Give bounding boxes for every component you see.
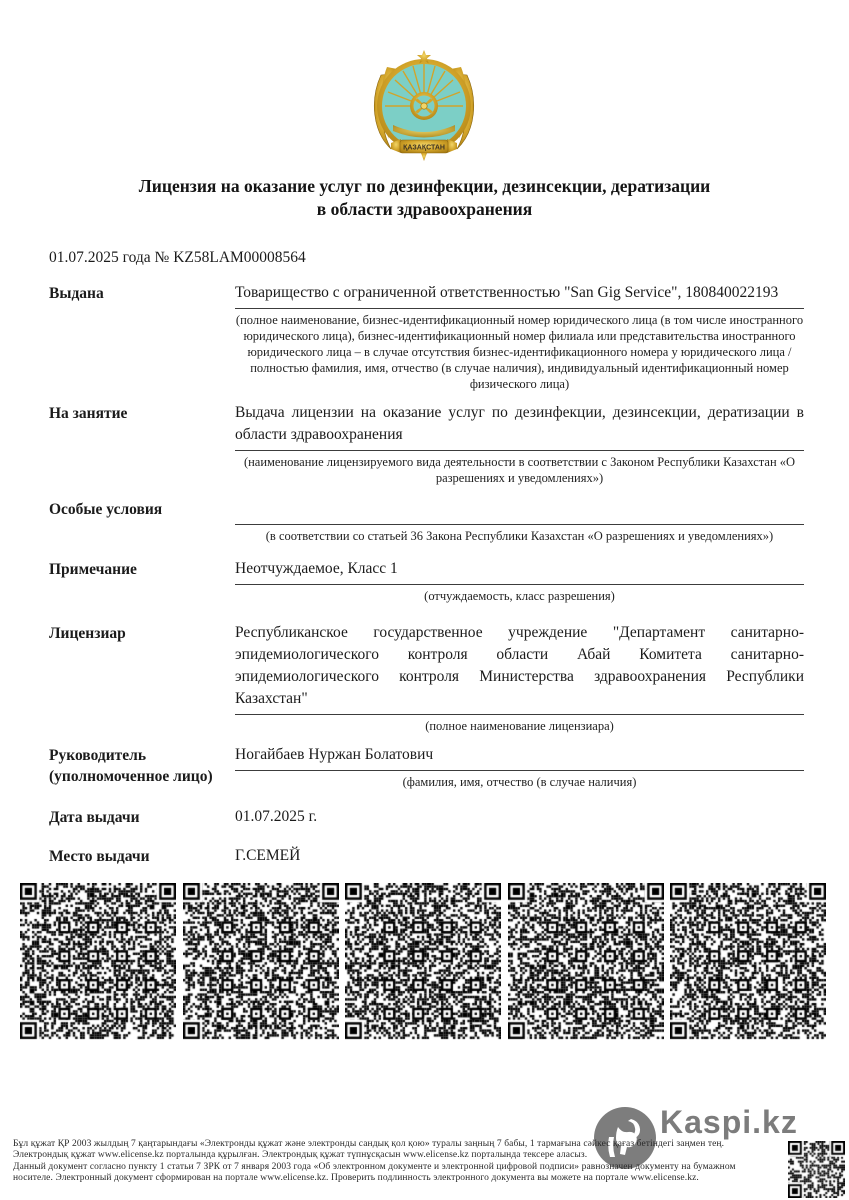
field-special-conditions-value <box>235 498 804 520</box>
footer-legal-line2: Электрондық құжат www.elicense.kz порталында құрылған. Электрондық құжат түпнұсқасын www.elicense.kz порталында тексере аласыз. <box>13 1150 588 1161</box>
license-body <box>49 249 804 867</box>
field-head-value: Ногайбаев Нуржан Болатович <box>235 746 434 763</box>
field-divider <box>235 450 804 451</box>
field-activity-caption: (наименование лицензируемого вида деятельности в соответствии с Законом Республики Казахстан «О разрешениях и уведомлениях») <box>243 455 796 485</box>
field-head-caption: (фамилия, имя, отчество (в случае наличия) <box>402 775 637 789</box>
field-issued-to-label: Выдана <box>49 285 104 302</box>
field-issued-to <box>49 282 804 392</box>
field-divider <box>235 524 804 525</box>
field-head-label-line1: Руководитель <box>49 747 147 764</box>
field-note-label: Примечание <box>49 561 137 578</box>
field-head <box>49 744 804 790</box>
field-issued-to-value: Товарищество с ограниченной ответственностью "San Gig Service", 180840022193 <box>235 284 779 301</box>
field-note <box>49 558 804 604</box>
field-licensor-label: Лицензиар <box>49 625 126 642</box>
field-issue-date-label: Дата выдачи <box>49 809 140 826</box>
field-divider <box>235 714 804 715</box>
field-note-caption: (отчуждаемость, класс разрешения) <box>424 589 615 603</box>
field-special-conditions-label: Особые условия <box>49 501 163 518</box>
field-issue-date <box>49 806 804 828</box>
verification-qr-code-3 <box>345 883 501 1041</box>
emblem-banner-text: ҚАЗАҚСТАН <box>403 144 445 152</box>
verification-qr-strip <box>20 883 826 1041</box>
verification-qr-code-5 <box>670 883 826 1041</box>
kaspi-logo-text: Kaspi.kz <box>660 1104 798 1140</box>
document-title-line2: в области здравоохранения <box>316 199 533 219</box>
field-note-value: Неотчуждаемое, Класс 1 <box>235 560 398 577</box>
field-activity-label: На занятие <box>49 405 128 422</box>
field-divider <box>235 770 804 771</box>
field-licensor <box>49 622 804 734</box>
verification-qr-code-2 <box>183 883 339 1041</box>
field-issued-to-caption: (полное наименование, бизнес-идентификационный номер юридического лица (в том числе иностранного юридического лица), бизнес-идентификационный номер филиала или представительства иностранного юридического лица – в случае отсутствия бизнес-идентификационного номера у юридического лица / полностью фамилия, имя, отчество (в случае наличия), индивидуальный идентификационный номер физического лица) <box>235 313 804 391</box>
field-issue-date-value: 01.07.2025 г. <box>235 808 318 825</box>
field-issue-place-label: Место выдачи <box>49 848 150 865</box>
field-head-label-line2: (уполномоченное лицо) <box>49 768 213 785</box>
field-head-label <box>49 744 235 790</box>
footer-legal-line1: Бұл құжат ҚР 2003 жылдың 7 қаңтарындағы «Электронды құжат және электронды сандық қол қою» туралы заңның 7 бабы, 1 тармағына сәйкес қағаз бетіндегі заңмен тең. <box>13 1139 725 1149</box>
kazakhstan-emblem-icon <box>371 47 477 165</box>
field-licensor-value: Республиканское государственное учреждение "Департамент санитарно-эпидемиологического контроля области Абай Комитета санитарно-эпидемиологического контроля Министерства здравоохранения Республики Казахстан" <box>235 624 804 707</box>
kaspi-qr-code <box>788 1141 845 1198</box>
field-activity <box>49 402 804 486</box>
footer-legal-line4: носителе. Электронный документ сформирован на портале www.elicense.kz. Проверить подлинность электронного документа вы можете на портале www.elicense.kz. <box>13 1173 699 1184</box>
field-special-conditions-caption: (в соответствии со статьей 36 Закона Республики Казахстан «О разрешениях и уведомлениях») <box>265 529 774 543</box>
field-divider <box>235 584 804 585</box>
footer-legal-text <box>13 1139 843 1185</box>
field-divider <box>235 308 804 309</box>
document-title-line1: Лицензия на оказание услуг по дезинфекции, дезинсекции, дератизации <box>138 176 711 196</box>
field-special-conditions <box>49 498 804 544</box>
verification-qr-code-1 <box>20 883 176 1041</box>
field-issue-place <box>49 845 804 867</box>
footer-legal-line3: Данный документ согласно пункту 1 статьи 7 ЗРК от 7 января 2003 года «Об электронном документе и электронной цифровой подписи» равнозначен документу на бумажном <box>13 1161 736 1172</box>
verification-qr-code-4 <box>508 883 664 1041</box>
document-title <box>0 175 849 221</box>
field-licensor-caption: (полное наименование лицензиара) <box>425 719 614 733</box>
license-number-line: 01.07.2025 года № KZ58LAM00008564 <box>49 249 306 266</box>
field-activity-value: Выдача лицензии на оказание услуг по дезинфекции, дезинсекции, дератизации в области здравоохранения <box>235 404 804 443</box>
field-issue-place-value: Г.СЕМЕЙ <box>235 847 301 864</box>
